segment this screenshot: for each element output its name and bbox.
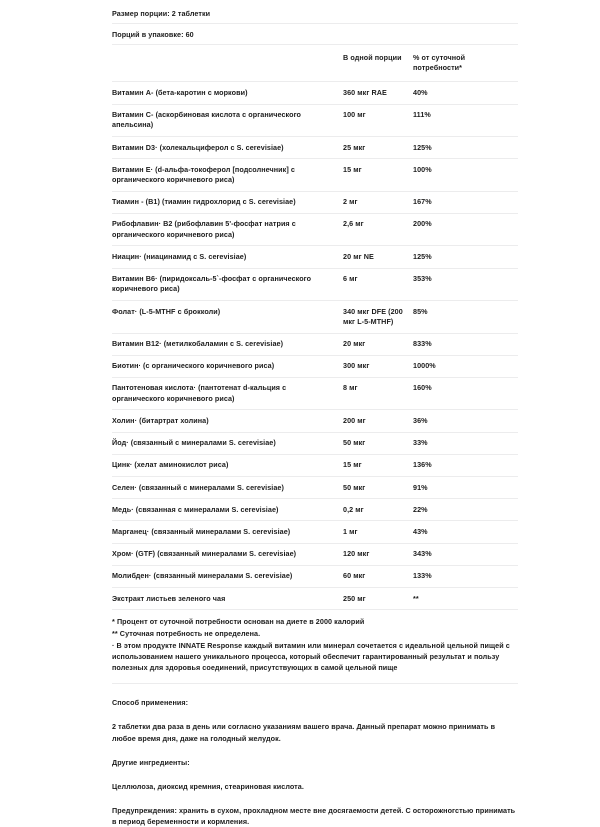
footnotes-block (112, 610, 518, 684)
nutrient-name-cell (112, 159, 343, 191)
nutrient-amount-cell: 2,6 мг (343, 213, 413, 245)
nutrient-name: Хром· (GTF) (связанный минералами S. cerevisiae) (112, 549, 297, 559)
footnote-line: * Процент от суточной потребности основан на диете в 2000 калорий (112, 617, 365, 627)
table-row (112, 355, 518, 377)
footnote-line: · В этом продукте INNATE Response каждый витамин или минерал сочетается с идеальной цельной пищей с использованием нашего уникального процесса, который обеспечит гарантированный результат и пользу полезных для здоровья соединений, присутствующих в самой цельной пище (112, 640, 510, 672)
nutrient-name: Ниацин· (ниацинамид с S. cerevisiae) (112, 251, 247, 261)
nutrient-name: Экстракт листьев зеленого чая (112, 593, 226, 603)
header-amount-per-serving: В одной порции (343, 45, 413, 82)
nutrient-name-cell (112, 301, 343, 333)
nutrient-name: Марганец· (связанный минералами S. cerevisiae) (112, 526, 291, 536)
nutrient-name-cell (112, 268, 343, 300)
nutrient-daily-value-cell: 91% (413, 477, 518, 499)
usage-heading: Способ применения: (112, 698, 189, 708)
usage-text: 2 таблетки два раза в день или согласно указаниям вашего врача. Данный препарат можно принимать в любое время дня, даже на голодный желудок. (112, 722, 496, 743)
nutrient-name-cell (112, 191, 343, 213)
nutrient-amount-cell: 60 мкг (343, 565, 413, 587)
nutrient-name-cell (112, 454, 343, 476)
nutrient-amount-cell: 8 мг (343, 377, 413, 409)
nutrient-amount-cell: 250 мг (343, 588, 413, 610)
table-row (112, 268, 518, 300)
nutrient-name: Витамин А- (бета-каротин с моркови) (112, 87, 248, 97)
nutrient-daily-value-cell: 85% (413, 301, 518, 333)
nutrient-name: Тиамин - (B1) (тиамин гидрохлорид с S. cerevisiae) (112, 197, 296, 207)
nutrient-amount-cell: 100 мг (343, 104, 413, 136)
nutrient-name: Витамин B12· (метилкобаламин с S. cerevisiae) (112, 339, 284, 348)
nutrient-daily-value-cell: 33% (413, 432, 518, 454)
nutrient-name-cell (112, 565, 343, 587)
nutrient-name: Цинк· (хелат аминокислот риса) (112, 460, 229, 470)
nutrient-name: Рибофлавин· B2 (рибофлавин 5'-фосфат натрия с органического коричневого риса) (112, 219, 296, 239)
table-row (112, 159, 518, 191)
other-ingredients-heading: Другие ингредиенты: (112, 757, 190, 767)
nutrient-name-cell (112, 377, 343, 409)
table-row (112, 588, 518, 610)
nutrition-table-head (112, 45, 518, 82)
nutrient-daily-value-cell: 125% (413, 246, 518, 268)
nutrient-amount-cell: 6 мг (343, 268, 413, 300)
table-row (112, 104, 518, 136)
table-row (112, 301, 518, 333)
warnings-text: Предупреждения: хранить в сухом, прохладном месте вне досягаемости детей. С осторожногстью принимать в период беременности и кормления. (112, 806, 516, 827)
nutrient-daily-value-cell: 40% (413, 82, 518, 104)
nutrition-table (112, 45, 518, 610)
nutrient-name-cell (112, 104, 343, 136)
table-row (112, 191, 518, 213)
usage-block (112, 684, 518, 827)
header-nutrient (112, 45, 343, 82)
nutrient-daily-value-cell: 111% (413, 104, 518, 136)
table-row (112, 82, 518, 104)
table-row (112, 454, 518, 476)
nutrient-daily-value-cell: ** (413, 588, 518, 610)
nutrient-daily-value-cell: 100% (413, 159, 518, 191)
nutrient-name-cell (112, 82, 343, 104)
nutrient-amount-cell: 20 мг NE (343, 246, 413, 268)
table-row (112, 521, 518, 543)
nutrient-daily-value-cell: 43% (413, 521, 518, 543)
table-row (112, 477, 518, 499)
nutrient-amount-cell: 2 мг (343, 191, 413, 213)
nutrient-daily-value-cell: 133% (413, 565, 518, 587)
nutrient-amount-cell: 20 мкг (343, 333, 413, 355)
nutrient-name-cell (112, 521, 343, 543)
nutrient-daily-value-cell: 833% (413, 333, 518, 355)
nutrient-name-cell (112, 333, 343, 355)
nutrient-name-cell (112, 543, 343, 565)
nutrition-table-body (112, 82, 518, 610)
nutrient-amount-cell: 50 мкг (343, 432, 413, 454)
nutrient-amount-cell: 15 мг (343, 454, 413, 476)
table-row (112, 410, 518, 432)
table-row (112, 246, 518, 268)
nutrient-name: Селен· (связанный с минералами S. cerevisiae) (112, 482, 284, 492)
nutrient-amount-cell: 15 мг (343, 159, 413, 191)
nutrient-daily-value-cell: 136% (413, 454, 518, 476)
nutrient-daily-value-cell: 343% (413, 543, 518, 565)
nutrient-name: Витамин С- (аскорбиновая кислота с органического апельсина) (112, 110, 301, 130)
nutrient-amount-cell: 50 мкг (343, 477, 413, 499)
nutrient-amount-cell: 0,2 мг (343, 499, 413, 521)
nutrient-daily-value-cell: 1000% (413, 355, 518, 377)
nutrient-name-cell (112, 355, 343, 377)
table-row (112, 543, 518, 565)
nutrient-name: Пантотеновая кислота· (пантотенат d-кальция с органического коричневого риса) (112, 383, 287, 403)
table-row (112, 377, 518, 409)
nutrient-name: Фолат· (L-5-MTHF с брокколи) (112, 306, 221, 316)
table-row (112, 137, 518, 159)
nutrient-amount-cell: 120 мкг (343, 543, 413, 565)
table-header-row (112, 45, 518, 82)
nutrient-name: Витамин D3· (холекальциферол с S. cerevisiae) (112, 142, 284, 152)
nutrient-amount-cell: 200 мг (343, 410, 413, 432)
table-row (112, 499, 518, 521)
nutrient-name-cell (112, 137, 343, 159)
nutrient-name: Молибден· (связанный минералами S. cerevisiae) (112, 571, 293, 581)
table-row (112, 432, 518, 454)
nutrient-name-cell (112, 246, 343, 268)
servings-per-container-row: Порций в упаковке: 60 (112, 24, 518, 45)
supplement-facts-label (112, 0, 518, 827)
nutrient-amount-cell: 300 мкг (343, 355, 413, 377)
header-daily-value: % от суточной потребности* (413, 45, 518, 82)
serving-size-row: Размер порции: 2 таблетки (112, 0, 518, 24)
table-row (112, 565, 518, 587)
nutrient-name-cell (112, 499, 343, 521)
nutrient-daily-value-cell: 36% (413, 410, 518, 432)
nutrient-daily-value-cell: 160% (413, 377, 518, 409)
nutrient-name: Холин· (битартрат холина) (112, 415, 209, 425)
nutrient-name: Витамин B6· (пиридоксаль-5`-фосфат с органического коричневого риса) (112, 274, 312, 294)
nutrient-name-cell (112, 477, 343, 499)
nutrient-daily-value-cell: 167% (413, 191, 518, 213)
nutrient-name-cell (112, 588, 343, 610)
other-ingredients-text: Целлюлоза, диоксид кремния, стеариновая кислота. (112, 781, 304, 791)
nutrient-amount-cell: 1 мг (343, 521, 413, 543)
nutrient-name: Йод· (связанный с минералами S. cerevisiae) (112, 438, 276, 448)
nutrient-name-cell (112, 410, 343, 432)
footnote-line: ** Суточная потребность не определена. (112, 629, 261, 639)
nutrient-amount-cell: 360 мкг RAE (343, 82, 413, 104)
nutrient-daily-value-cell: 22% (413, 499, 518, 521)
table-row (112, 333, 518, 355)
nutrient-name: Витамин Е· (d-альфа-токоферол [подсолнечник] с органического коричневого риса) (112, 164, 295, 185)
nutrient-name-cell (112, 432, 343, 454)
nutrient-amount-cell: 25 мкг (343, 137, 413, 159)
nutrient-daily-value-cell: 200% (413, 213, 518, 245)
nutrient-daily-value-cell: 125% (413, 137, 518, 159)
nutrient-daily-value-cell: 353% (413, 268, 518, 300)
nutrient-name: Медь· (связанная с минералами S. cerevisiae) (112, 504, 279, 514)
table-row (112, 213, 518, 245)
nutrient-amount-cell: 340 мкг DFE (200 мкг L-5-MTHF) (343, 301, 413, 333)
nutrient-name-cell (112, 213, 343, 245)
nutrient-name: Биотин· (с органического коричневого риса) (112, 361, 275, 371)
